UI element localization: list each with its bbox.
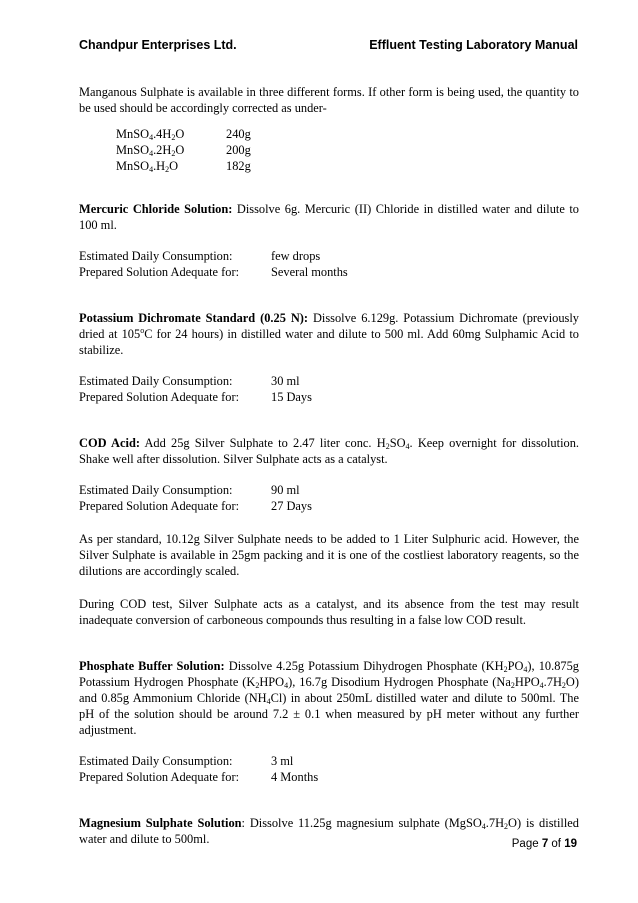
formula-cell: $MnSO_4.4H_2O$: [116, 127, 185, 142]
page-header: [79, 38, 578, 52]
cod-acid-paragraph: COD Acid: Add 25g Silver Sulphate to 2.47 liter conc. $H_2SO_4$. Keep overnight for dissolution. Shake well after dissolution. Silver Sulphate acts as a catalyst.: [79, 436, 579, 466]
adequate-row: Prepared Solution Adequate for: Several months: [79, 265, 348, 279]
dichromate-paragraph: Potassium Dichromate Standard (0.25 N): Dissolve 6.129g. Potassium Dichromate (previously dried at 105$^o$C for 24 hours) in distilled water and dilute to 500 ml. Add 60mg Sulphamic Acid to stabilize.: [79, 311, 579, 357]
page-content: [79, 84, 579, 847]
amount-cell: 200g: [226, 143, 251, 157]
manual-title: Effluent Testing Laboratory Manual: [369, 38, 578, 52]
phosphate-title: Phosphate Buffer Solution:: [79, 659, 225, 673]
consumption-row: Estimated Daily Consumption: 3 ml: [79, 754, 294, 768]
page-footer: Page 7 of 19: [511, 838, 577, 850]
formula-cell: $MnSO_4.H_2O$: [116, 159, 179, 174]
table-row: [116, 142, 251, 158]
phosphate-paragraph: Phosphate Buffer Solution: Dissolve 4.25g Potassium Dihydrogen Phosphate $(KH_2PO_4)$, 10.875g Potassium Hydrogen Phosphate $(K_2HPO_4)$, 16.7g Disodium Hydrogen Phosphate $(Na_2HPO_4.7H_2O)$ and 0.85g Ammonium Chloride $(NH_4Cl)$ in about 250mL distilled water and dilute to 500ml. The pH of the solution should be around 7.2 ± 0.1 when measured by pH meter without any further adjustment.: [79, 659, 579, 737]
company-name: Chandpur Enterprises Ltd.: [79, 38, 237, 52]
total-pages: 19: [564, 838, 577, 850]
magnesium-paragraph: Magnesium Sulphate Solution: Dissolve 11.25g magnesium sulphate $(MgSO_4.7H_2O)$ is distilled water and dilute to 500ml.: [79, 816, 579, 846]
cod-acid-title: COD Acid:: [79, 436, 140, 450]
amount-cell: 240g: [226, 127, 251, 141]
cod-standard-paragraph: As per standard, 10.12g Silver Sulphate needs to be added to 1 Liter Sulphuric acid. However, the Silver Sulphate is available in 25gm packing and it is one of the costliest laboratory reagents, so the dilutions are accordingly scaled.: [79, 532, 579, 578]
adequate-row: Prepared Solution Adequate for: 4 Months: [79, 770, 319, 784]
consumption-row: Estimated Daily Consumption: 30 ml: [79, 374, 300, 388]
table-row: [116, 158, 251, 174]
formula-cell: $MnSO_4.2H_2O$: [116, 143, 185, 158]
page-number: 7: [541, 838, 549, 850]
cod-catalyst-paragraph: During COD test, Silver Sulphate acts as a catalyst, and its absence from the test may result inadequate conversion of carboneous compounds thus resulting in a false low COD result.: [79, 597, 579, 627]
mercuric-title: Mercuric Chloride Solution:: [79, 202, 233, 216]
adequate-row: Prepared Solution Adequate for: 15 Days: [79, 390, 312, 404]
dichromate-title: Potassium Dichromate Standard (0.25 N):: [79, 311, 309, 325]
manganous-intro: Manganous Sulphate is available in three different forms. If other form is being used, the quantity to be used should be accordingly corrected as under-: [79, 85, 579, 115]
adequate-row: Prepared Solution Adequate for: 27 Days: [79, 499, 312, 513]
table-row: [116, 126, 251, 142]
amount-cell: 182g: [226, 159, 251, 173]
mercuric-paragraph: Mercuric Chloride Solution: Dissolve 6g. Mercuric (II) Chloride in distilled water and dilute to 100 ml.: [79, 202, 579, 232]
manganous-forms-table: [116, 126, 251, 174]
consumption-row: Estimated Daily Consumption: few drops: [79, 249, 321, 263]
consumption-row: Estimated Daily Consumption: 90 ml: [79, 483, 300, 497]
magnesium-title: Magnesium Sulphate Solution: [79, 816, 242, 830]
